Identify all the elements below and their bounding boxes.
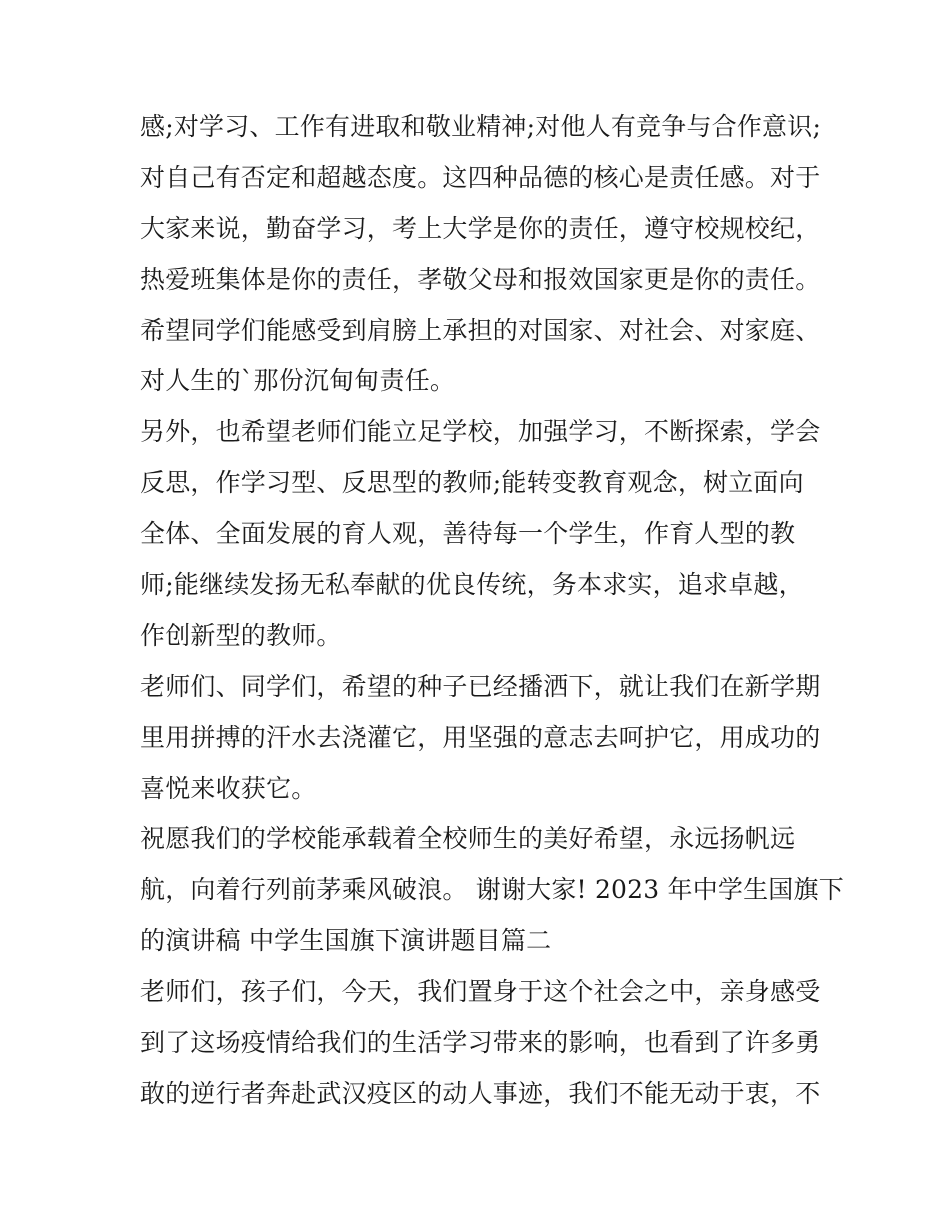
text-line: 大家来说，勤奋学习，考上大学是你的责任，遵守校规校纪， [140, 213, 821, 243]
text-line: 老师们、同学们，希望的种子已经播洒下，就让我们在新学期 [140, 671, 821, 701]
text-line: 里用拼搏的汗水去浇灌它，用坚强的意志去呵护它，用成功的 [140, 722, 821, 752]
text-line: 老师们，孩子们，今天，我们置身于这个社会之中，亲身感受 [140, 977, 821, 1007]
text-line: 航，向着行列前茅乘风破浪。 谢谢大家! 2023 年中学生国旗下 [140, 875, 844, 905]
text-line: 希望同学们能感受到肩膀上承担的对国家、对社会、对家庭、 [140, 315, 821, 345]
text-line: 祝愿我们的学校能承载着全校师生的美好希望，永远扬帆远 [140, 824, 796, 854]
text-line: 热爱班集体是你的责任，孝敬父母和报效国家更是你的责任。 [140, 264, 821, 294]
text-line: 感;对学习、工作有进取和敬业精神;对他人有竞争与合作意识; [140, 112, 822, 141]
document-body [140, 102, 844, 1120]
text-line: 到了这场疫情给我们的生活学习带来的影响，也看到了许多勇 [140, 1028, 821, 1058]
text-line: 对人生的`那份沉甸甸责任。 [140, 366, 456, 396]
text-line: 作创新型的教师。 [140, 620, 342, 650]
text-line: 师;能继续发扬无私奉献的优良传统，务本求实，追求卓越， [140, 570, 804, 600]
text-line: 反思，作学习型、反思型的教师;能转变教育观念，树立面向 [140, 468, 804, 498]
text-line: 的演讲稿 中学生国旗下演讲题目篇二 [140, 926, 552, 956]
text-line: 全体、全面发展的育人观，善待每一个学生，作育人型的教 [140, 519, 796, 549]
text-line: 对自己有否定和超越态度。这四种品德的核心是责任感。对于 [140, 162, 821, 192]
text-line: 另外，也希望老师们能立足学校，加强学习，不断探索，学会 [140, 417, 821, 447]
text-line: 喜悦来收获它。 [140, 773, 317, 803]
text-line: 敢的逆行者奔赴武汉疫区的动人事迹，我们不能无动于衷，不 [140, 1078, 821, 1108]
